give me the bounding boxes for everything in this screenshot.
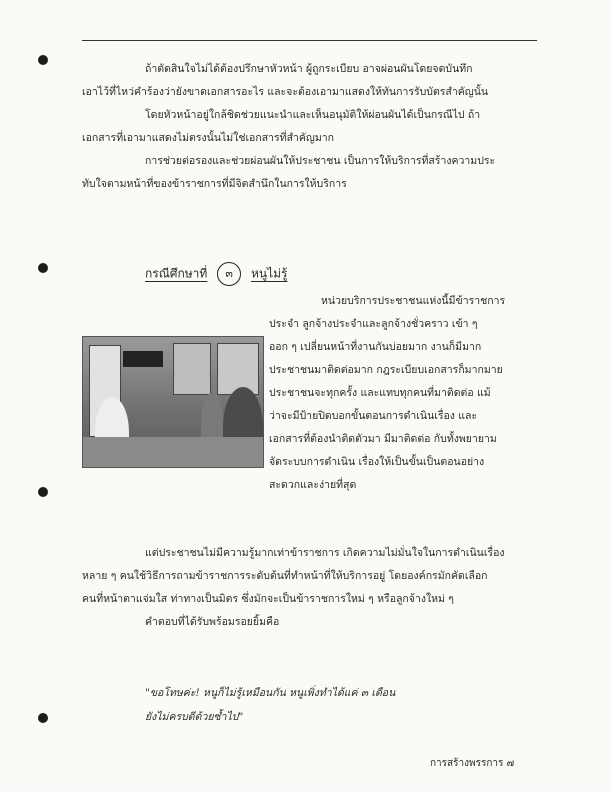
text-line: การช่วยต่อรองและช่วยผ่อนผันให้ประชาชน เป็นการให้บริการที่สร้างความประ (145, 155, 496, 167)
binder-hole-1 (38, 55, 48, 65)
text-line: ประชาชนมาติดต่อมาก กฎระเบียบเอกสารก็มากมาย (269, 364, 503, 376)
paragraph-problem (82, 542, 505, 634)
case-heading-title: หนูไม่รู้ (250, 266, 288, 281)
text-line: แต่ประชาชนไม่มีความรู้มากเท่าข้าราชการ เกิดความไม่มั่นใจในการดำเนินเรื่อง (145, 547, 505, 559)
paragraph-case-description (269, 290, 505, 497)
case-heading-label: กรณีศึกษาที่ (145, 266, 208, 281)
service-counter-photo (82, 336, 264, 468)
text-line: คนที่หน้าตาแจ่มใส ท่าทางเป็นมิตร ซึ่งมักจะเป็นข้าราชการใหม่ ๆ หรือลูกจ้างใหม่ ๆ (82, 593, 454, 605)
text-line: จัดระบบการดำเนิน เรื่องให้เป็นขั้นเป็นตอนอย่าง (269, 456, 485, 468)
text-line: ประชาชนจะทุกครั้ง และแทบทุกคนที่มาติดต่อ แม้ (269, 387, 491, 399)
paragraph-intro (82, 58, 495, 196)
text-line: โดยหัวหน้าอยู่ใกล้ชิดช่วยแนะนำและเห็นอนุมัติให้ผ่อนผันได้เป็นกรณีไป ถ้า (145, 109, 481, 121)
text-line: คำตอบที่ได้รับพร้อมรอยยิ้มคือ (145, 616, 280, 628)
quote-line: ยังไม่ครบดีด้วยซ้ำไป" (145, 711, 244, 723)
page-footer: การสร้างพรรการ ๗ (430, 758, 515, 769)
binder-hole-4 (38, 713, 48, 723)
header-rule (82, 40, 537, 41)
text-line: ว่าจะมีป้ายปิดบอกขั้นตอนการดำเนินเรื่อง และ (269, 410, 478, 422)
text-line: สะดวกและง่ายที่สุด (269, 479, 357, 491)
text-line: เอาไว้ที่ไหว่คำร้องว่ายังขาดเอกสารอะไร และจะต้องเอามาแสดงให้ทันการรับบัตรสำคัญนั้น (82, 86, 489, 98)
text-line: ถ้าตัดสินใจไม่ได้ต้องปรึกษาหัวหน้า ผู้ถูกระเบียบ อาจผ่อนผันโดยจดบันทึก (145, 63, 473, 75)
binder-hole-3 (38, 487, 48, 497)
binder-hole-2 (38, 263, 48, 273)
text-line: ทับใจตามหน้าที่ของข้าราชการที่มีจิตสำนึกในการให้บริการ (82, 178, 347, 190)
case-heading (145, 262, 287, 286)
text-line: ออก ๆ เปลี่ยนหน้าที่งานกันบ่อยมาก งานก็มีมาก (269, 341, 482, 353)
text-line: เอกสารที่ต้องนำติดตัวมา มีมาติดต่อ กับทั้งพยายาม (269, 433, 497, 445)
quote-line: "ขอโทษค่ะ! หนูก็ไม่รู้เหมือนกัน หนูเพิ่งทำได้แค่ ๓ เดือน (145, 687, 396, 699)
text-line: เอกสารที่เอามาแสดงไม่ตรงนั้นไม่ใช่เอกสารที่สำคัญมาก (82, 132, 335, 144)
quoted-answer (145, 681, 395, 729)
case-number-circle: ๓ (217, 262, 241, 286)
text-line: หน่วยบริการประชาชนแห่งนี้มีข้าราชการ (321, 295, 506, 307)
text-line: ประจำ ลูกจ้างประจำและลูกจ้างชั่วคราว เข้า ๆ (269, 318, 478, 330)
text-line: หลาย ๆ คนใช้วิธีการถามข้าราชการระดับต้นที่ทำหน้าที่ให้บริการอยู่ โดยองค์กรมักคัดเลือก (82, 570, 488, 582)
